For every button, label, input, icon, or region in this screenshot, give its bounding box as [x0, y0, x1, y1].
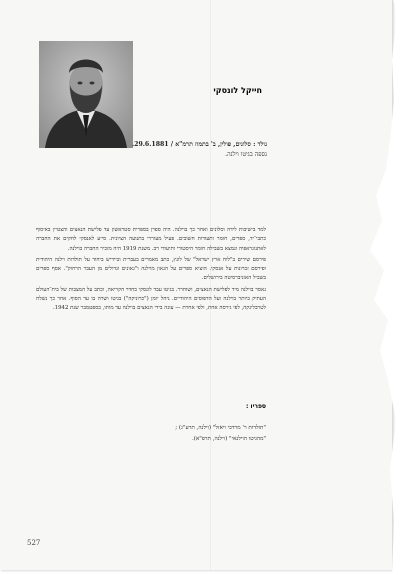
bio-paragraph: למד בישיבות לידה וסלונים ואחר כך בוילנה. היה ספרן בספרית סטראשון עד פלישת הנאצים והצטיין באיסוף כתבי־יד, ספרים, חומר ותעודות חשובים. פעיל מעוררי בתנועה הציונית. סייע לאנסקי לחקים את החברה לאתנוגראפיה ונמצא בשבילה חומר היסטורי ותיעודי רב. משנת 1919 היה מזכיר החברה בוילנה. [36, 227, 266, 252]
bio-paragraph: פירסם שירים ב"לוח ארץ ישראל" של לונץ, כתב מאמרים בעברית וביידיש ביחוד על תולדות וילנה היהודית ופירסם זכרונות על אנסקי. הוציא ספרים על הגאון מוילנה ו"גאונים וגדולים מן העבר הרחוק". אסף ספרים בשביל האוניברסיטה בירושלים. [36, 256, 266, 282]
bio-paragraph: נאסר בוילנה מיד לפלישת הנאצים, ושוחרר. בגיטו עבד לונסקי בחדר הקריאה, וכתב על המצבות של בית־העולם העתיק ביותר בוילנה ועל הדפוסים היהודיים. ניהל יומן ("כרוניקה") בגיטו ושרה בו עד הסוף. אחר כך נשלח לטרבלינקה, לפי גירסה אחת, ולפי אחרת — עונה בידי הנאצים בוילנה עד מותו, בספטמבר שנת 1942. [36, 286, 266, 312]
portrait-photo [39, 41, 133, 148]
biography [36, 226, 266, 316]
birth-line: נולד : סלונים, פולין, ב' בתמוז תרמ"א / 29.6.1881. [132, 141, 267, 148]
books-heading: ספריו : [246, 403, 266, 410]
torn-paper-edge [330, 0, 400, 575]
person-name: חייקל לונסקי [213, 86, 262, 95]
death-line: נספה בגיטו וילנה. [225, 151, 267, 158]
book-item: "מהגיטו הוילנאי" (וילנה, תרפ"א). [191, 436, 266, 442]
page-number: 527 [27, 539, 41, 547]
book-item: "תולדות ר' מרדכי ויאזל" (וילנה, תרע"ג) ; [175, 425, 266, 431]
books-list [66, 423, 266, 445]
birth-details [67, 140, 267, 160]
